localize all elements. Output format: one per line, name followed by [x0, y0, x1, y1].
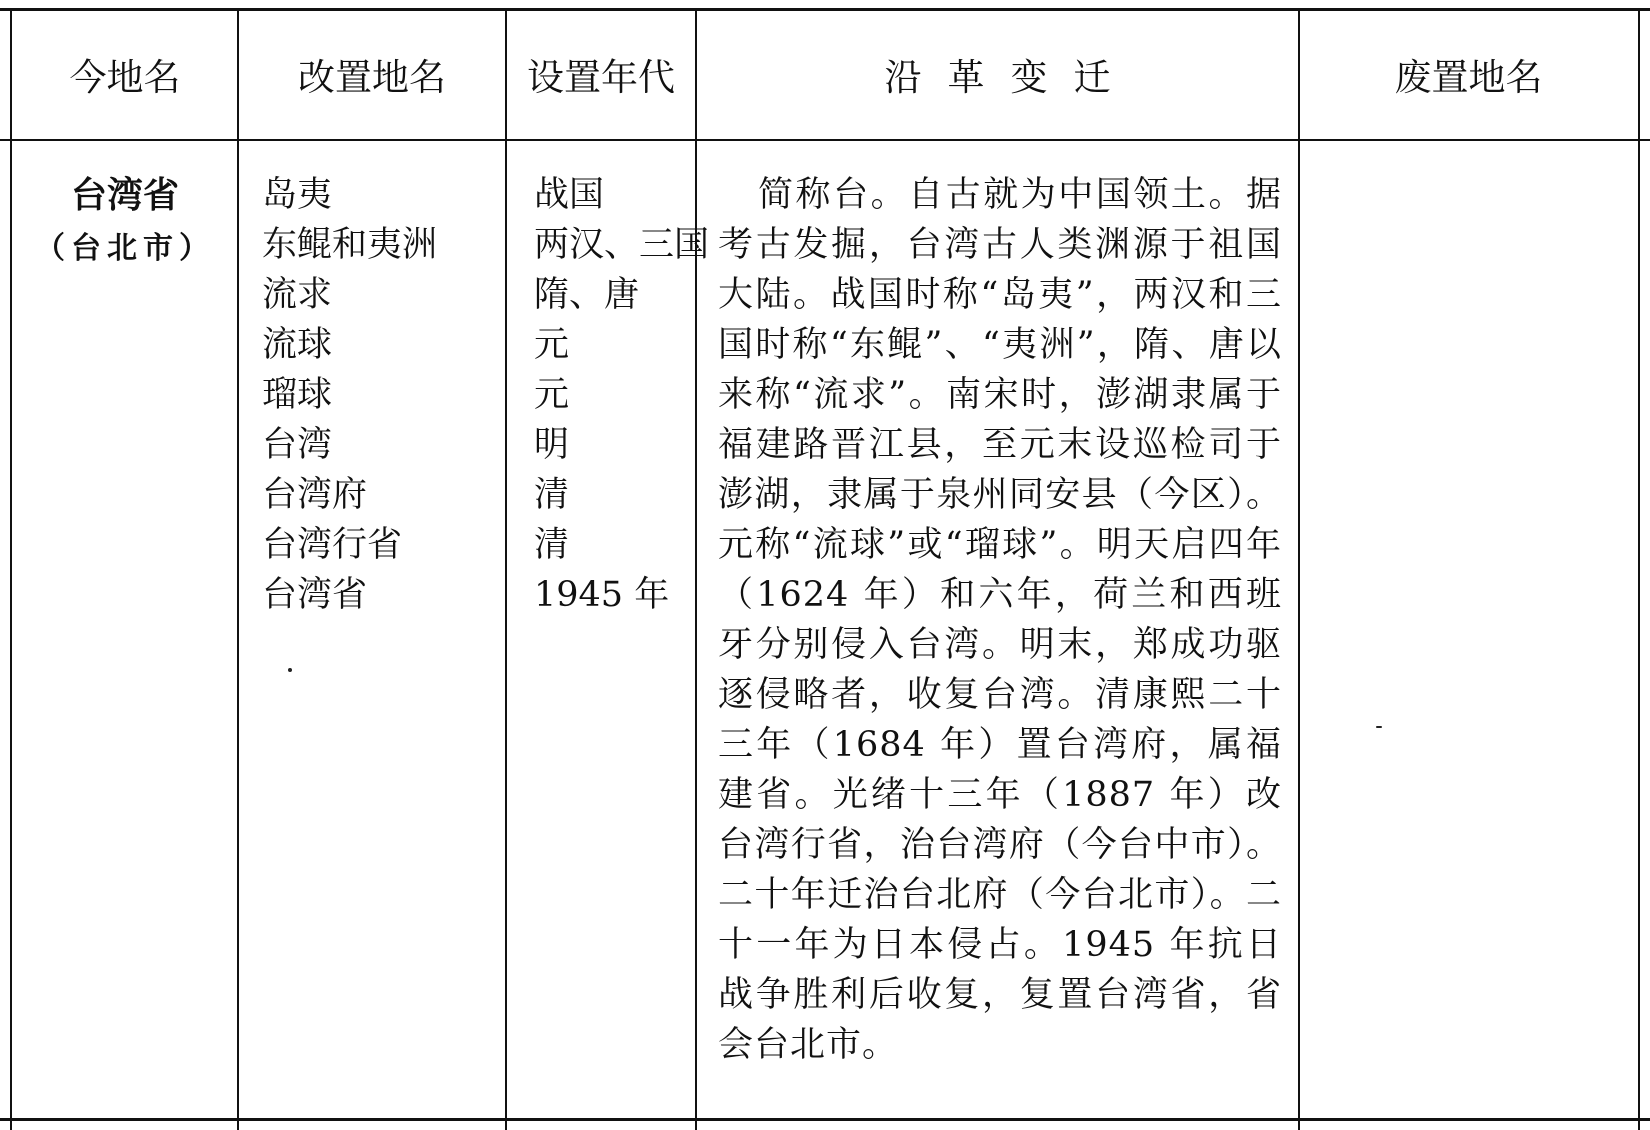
- current-name: 台湾省: [70, 175, 179, 216]
- header-abolished-name: 废置地名: [1394, 56, 1543, 99]
- period: 隋、唐: [534, 275, 640, 315]
- former-name: 东鲲和夷洲: [262, 225, 438, 265]
- scan-speck: [1376, 726, 1382, 728]
- former-name: 台湾府: [262, 475, 368, 515]
- former-name: 台湾省: [262, 575, 368, 615]
- table-right-border: [1638, 8, 1640, 1130]
- former-names-list: [262, 170, 437, 620]
- header-history: 沿革变迁: [884, 56, 1137, 99]
- history-text: 简称台。自古就为中国领土。据考古发掘，台湾古人类渊源于祖国大陆。战国时称“岛夷”，两汉和三国时称“东鲲”、“夷洲”，隋、唐以来称“流求”。南宋时，澎湖隶属于福建路晋江县，至元末设巡检司于澎湖，隶属于泉州同安县（今区）。元称“流球”或“瑠球”。明天启四年（1624 年）和六年，荷兰和西班牙分别侵入台湾。明末，郑成功驱逐侵略者，收复台湾。清康熙二十三年（1684 年）置台湾府，属福建省。光绪十三年（1887 年）改台湾行省，治台湾府（今台中市）。二十年迁治台北府（今台北市）。二十一年为日本侵占。1945 年抗日战争胜利后收复，复置台湾省，省会台北市。: [718, 175, 1282, 1065]
- period: 清: [534, 525, 570, 565]
- table-top-border: [0, 8, 1650, 11]
- former-name: 台湾: [262, 425, 333, 465]
- current-name-note: （台北市）: [35, 231, 215, 266]
- period: 明: [534, 425, 570, 465]
- former-name: 流求: [262, 275, 333, 315]
- period: 元: [534, 375, 570, 415]
- period: 清: [534, 475, 570, 515]
- row-bottom-border: [0, 1118, 1650, 1121]
- column-divider-2: [505, 8, 507, 1130]
- former-name: 瑠球: [262, 375, 333, 415]
- column-divider-4: [1298, 8, 1300, 1130]
- period: 战国: [534, 175, 605, 215]
- period: 元: [534, 325, 570, 365]
- header-period: 设置年代: [527, 56, 675, 99]
- header-bottom-border: [0, 139, 1650, 141]
- former-name: 台湾行省: [262, 525, 403, 565]
- period: 两汉、三国: [534, 225, 710, 265]
- former-name: 流球: [262, 325, 333, 365]
- scan-speck: [288, 668, 292, 672]
- former-name: 岛夷: [262, 175, 333, 215]
- periods-list: [534, 170, 709, 620]
- header-current-name: 今地名: [69, 56, 181, 99]
- period: 1945 年: [534, 575, 670, 615]
- header-former-names: 改置地名: [298, 56, 446, 99]
